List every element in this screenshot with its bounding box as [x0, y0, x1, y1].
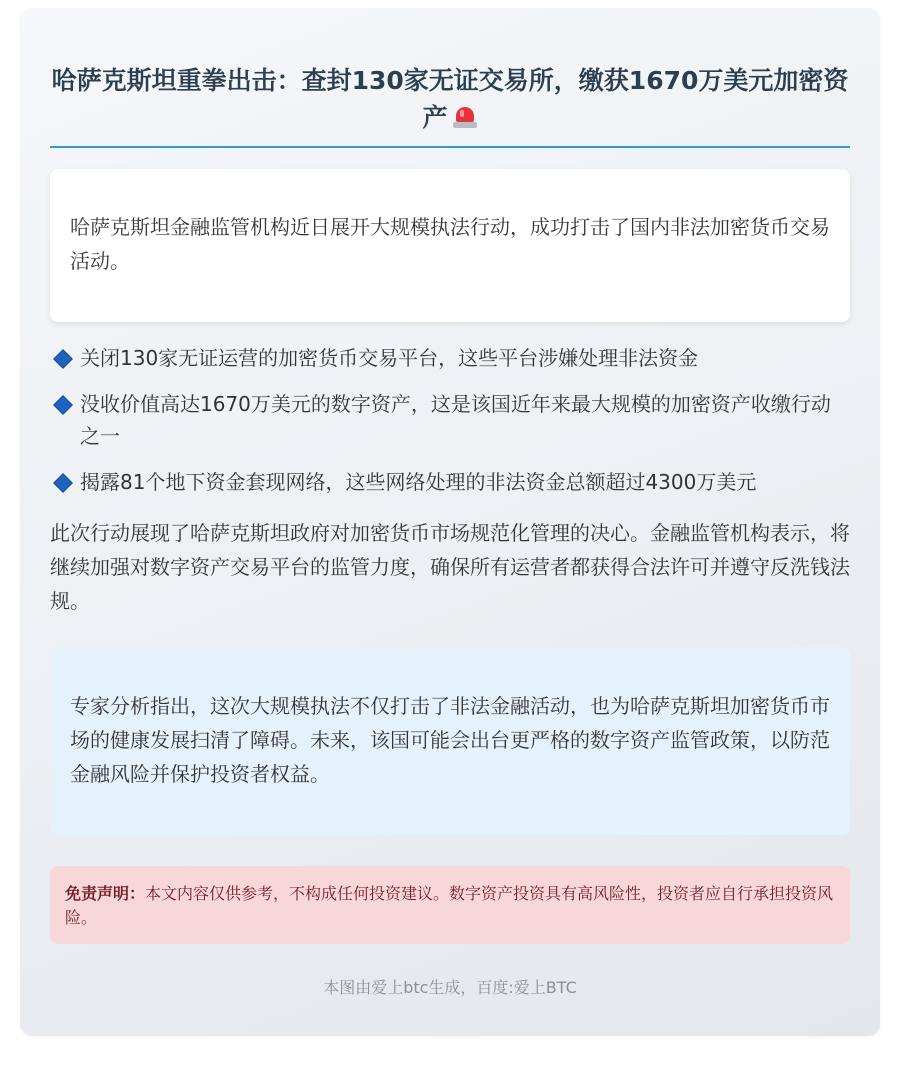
article-card [20, 8, 880, 1036]
article-content [50, 8, 850, 999]
expert-analysis-box [50, 647, 850, 835]
list-item-text: 关闭130家无证运营的加密货币交易平台，这些平台涉嫌处理非法资金 [80, 346, 699, 370]
footer-credit: 本图由爱上btc生成，百度:爱上BTC [323, 978, 577, 997]
blue-diamond-icon [53, 395, 73, 415]
disclaimer-box [50, 866, 850, 944]
blue-diamond-icon [53, 349, 73, 369]
intro-text: 哈萨克斯坦金融监管机构近日展开大规模执法行动，成功打击了国内非法加密货币交易活动。 [70, 215, 830, 273]
list-item-text: 没收价值高达1670万美元的数字资产，这是该国近年来最大规模的加密资产收缴行动之一 [80, 392, 831, 448]
intro-box [50, 169, 850, 322]
police-siren-icon [452, 105, 478, 129]
body-paragraph: 此次行动展现了哈萨克斯坦政府对加密货币市场规范化管理的决心。金融监管机构表示，将继续加强对数字资产交易平台的监管力度，确保所有运营者都获得合法许可并遵守反洗钱法规。 [50, 521, 850, 613]
disclaimer-text: 本文内容仅供参考，不构成任何投资建议。数字资产投资具有高风险性，投资者应自行承担投资风险。 [65, 884, 834, 927]
expert-analysis-text: 专家分析指出，这次大规模执法不仅打击了非法金融活动，也为哈萨克斯坦加密货币市场的健康发展扫清了障碍。未来，该国可能会出台更严格的数字资产监管政策，以防范金融风险并保护投资者权益。 [70, 694, 830, 786]
list-item [50, 388, 850, 452]
key-points-list [50, 342, 850, 498]
disclaimer-label: 免责声明： [65, 884, 146, 903]
article-title-text: 哈萨克斯坦重拳出击：查封130家无证交易所，缴获1670万美元加密资产 [51, 66, 849, 132]
blue-diamond-icon [53, 473, 73, 493]
list-item-text: 揭露81个地下资金套现网络，这些网络处理的非法资金总额超过4300万美元 [80, 470, 757, 494]
list-item [50, 466, 850, 498]
list-item [50, 342, 850, 374]
article-title [50, 62, 850, 148]
